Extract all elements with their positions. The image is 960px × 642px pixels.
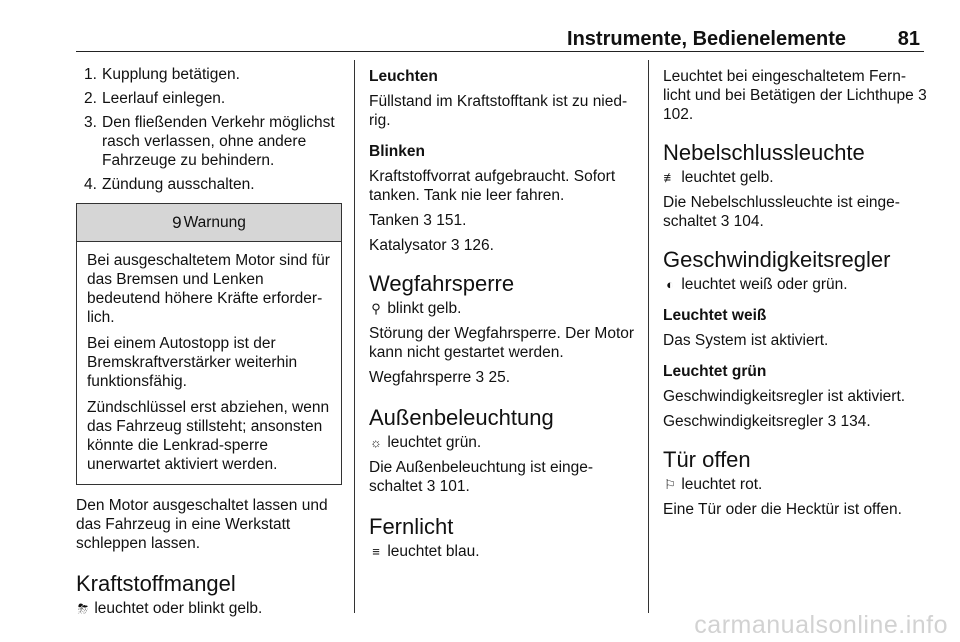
door-open-indicator-line: ⚐ leuchtet rot. — [664, 476, 763, 493]
column-3 — [663, 60, 929, 525]
section-heading-exterior-light: Außenbeleuchtung — [369, 405, 554, 430]
rear-fog-light-icon: ≢ — [663, 170, 677, 185]
high-beam-text: Leuchtet bei eingeschaltetem Fern-licht und bei Betätigen der Lichthupe 3 102. — [663, 68, 927, 123]
column-divider — [354, 60, 355, 613]
section-heading-rear-fog: Nebelschlussleuchte — [663, 140, 865, 165]
tow-instruction: Den Motor ausgeschaltet lassen und das Fahrzeug in eine Werkstatt schleppen lassen. — [76, 497, 328, 552]
warning-paragraph: Zündschlüssel erst abziehen, wenn das Fahrzeug stillsteht; ansonsten könnte die Lenkrad-sperre unerwartet aktiviert werden. — [87, 399, 330, 473]
high-beam-icon: ≡ — [372, 544, 380, 559]
rear-fog-text: Die Nebelschlussleuchte ist einge-schaltet 3 104. — [663, 194, 900, 230]
cruise-control-icon: ◐ — [666, 277, 674, 292]
exterior-light-text: Die Außenbeleuchtung ist einge-schaltet 3 101. — [369, 459, 594, 495]
exterior-light-indicator-line: ☼ leuchtet grün. — [370, 434, 482, 451]
warning-box — [76, 203, 342, 485]
page-ref-arrow-icon: 3 — [720, 213, 730, 230]
fuel-pump-icon: ⛈ — [77, 601, 89, 616]
reference-wegfahrsperre: Wegfahrsperre 3 25. — [369, 369, 511, 386]
page-header — [76, 22, 924, 52]
subheading-leuchten: Leuchten — [369, 68, 438, 85]
list-item: 3. Den fließenden Verkehr möglichst rasch verlassen, ohne andere Fahrzeuge zu behindern. — [84, 114, 335, 169]
reference-katalysator: Katalysator 3 126. — [369, 237, 494, 254]
column-divider — [648, 60, 649, 613]
cruise-white-text: Das System ist aktiviert. — [663, 332, 829, 349]
subheading-blinken: Blinken — [369, 143, 425, 160]
door-open-text: Eine Tür oder die Hecktür ist offen. — [663, 501, 902, 518]
blinken-text: Kraftstoffvorrat aufgebraucht. Sofort tanken. Tank nie leer fahren. — [369, 168, 616, 204]
fuel-indicator-line: ⛈ leuchtet oder blinkt gelb. — [77, 600, 263, 617]
warning-title: Warnung — [183, 214, 246, 231]
section-heading-door-open: Tür offen — [663, 447, 751, 472]
subheading-leuchtet-weiss: Leuchtet weiß — [663, 307, 767, 324]
list-item: 1. Kupplung betätigen. — [84, 66, 240, 83]
page-title: Instrumente, Bedienelemente — [567, 28, 846, 50]
watermark: carmanualsonline.info — [694, 611, 948, 639]
reference-geschwindigkeitsregler: Geschwindigkeitsregler 3 134. — [663, 413, 871, 430]
section-heading-cruise-control: Geschwindigkeitsregler — [663, 247, 891, 272]
warning-triangle-icon: 9 — [172, 213, 182, 232]
page-ref-arrow-icon: 3 — [423, 212, 432, 229]
section-heading-immobiliser: Wegfahrsperre — [369, 271, 515, 296]
immobiliser-icon: ⚲ — [371, 301, 381, 316]
page-ref-arrow-icon: 3 — [918, 87, 927, 104]
page-number: 81 — [897, 28, 920, 50]
exterior-light-icon: ☼ — [370, 435, 382, 450]
warning-paragraph: Bei ausgeschaltetem Motor sind für das Bremsen und Lenken bedeutend höhere Kräfte erforder-lich. — [87, 252, 330, 326]
door-open-icon: ⚐ — [664, 477, 676, 492]
reference-tanken: Tanken 3 151. — [369, 212, 467, 229]
column-2 — [369, 60, 637, 567]
warning-body — [77, 242, 341, 484]
cruise-indicator-line: ◐ leuchtet weiß oder grün. — [663, 275, 929, 294]
immobiliser-text: Störung der Wegfahrsperre. Der Motor kann nicht gestartet werden. — [369, 325, 635, 361]
section-heading-fuel: Kraftstoffmangel — [76, 571, 236, 596]
high-beam-indicator-line: ≡ leuchtet blau. — [369, 542, 637, 561]
cruise-green-text: Geschwindigkeitsregler ist aktiviert. — [663, 388, 906, 405]
rear-fog-indicator-line: ≢ leuchtet gelb. — [663, 169, 774, 186]
page-ref-arrow-icon: 3 — [827, 413, 837, 430]
step-list — [76, 65, 342, 194]
list-item: 4. Zündung ausschalten. — [84, 176, 255, 193]
section-heading-high-beam: Fernlicht — [369, 514, 454, 539]
warning-paragraph: Bei einem Autostopp ist der Bremskraftverstärker weiterhin funktionsfähig. — [87, 335, 298, 390]
page-ref-arrow-icon: 3 — [475, 369, 485, 386]
warning-header — [77, 204, 341, 242]
page-ref-arrow-icon: 3 — [426, 478, 436, 495]
immobiliser-indicator-line: ⚲ blinkt gelb. — [369, 299, 637, 318]
page-ref-arrow-icon: 3 — [450, 237, 460, 254]
leuchten-text: Füllstand im Kraftstofftank ist zu nied-rig. — [369, 93, 628, 129]
list-item: 2. Leerlauf einlegen. — [84, 90, 226, 107]
subheading-leuchtet-gruen: Leuchtet grün — [663, 363, 767, 380]
column-1 — [76, 60, 342, 624]
